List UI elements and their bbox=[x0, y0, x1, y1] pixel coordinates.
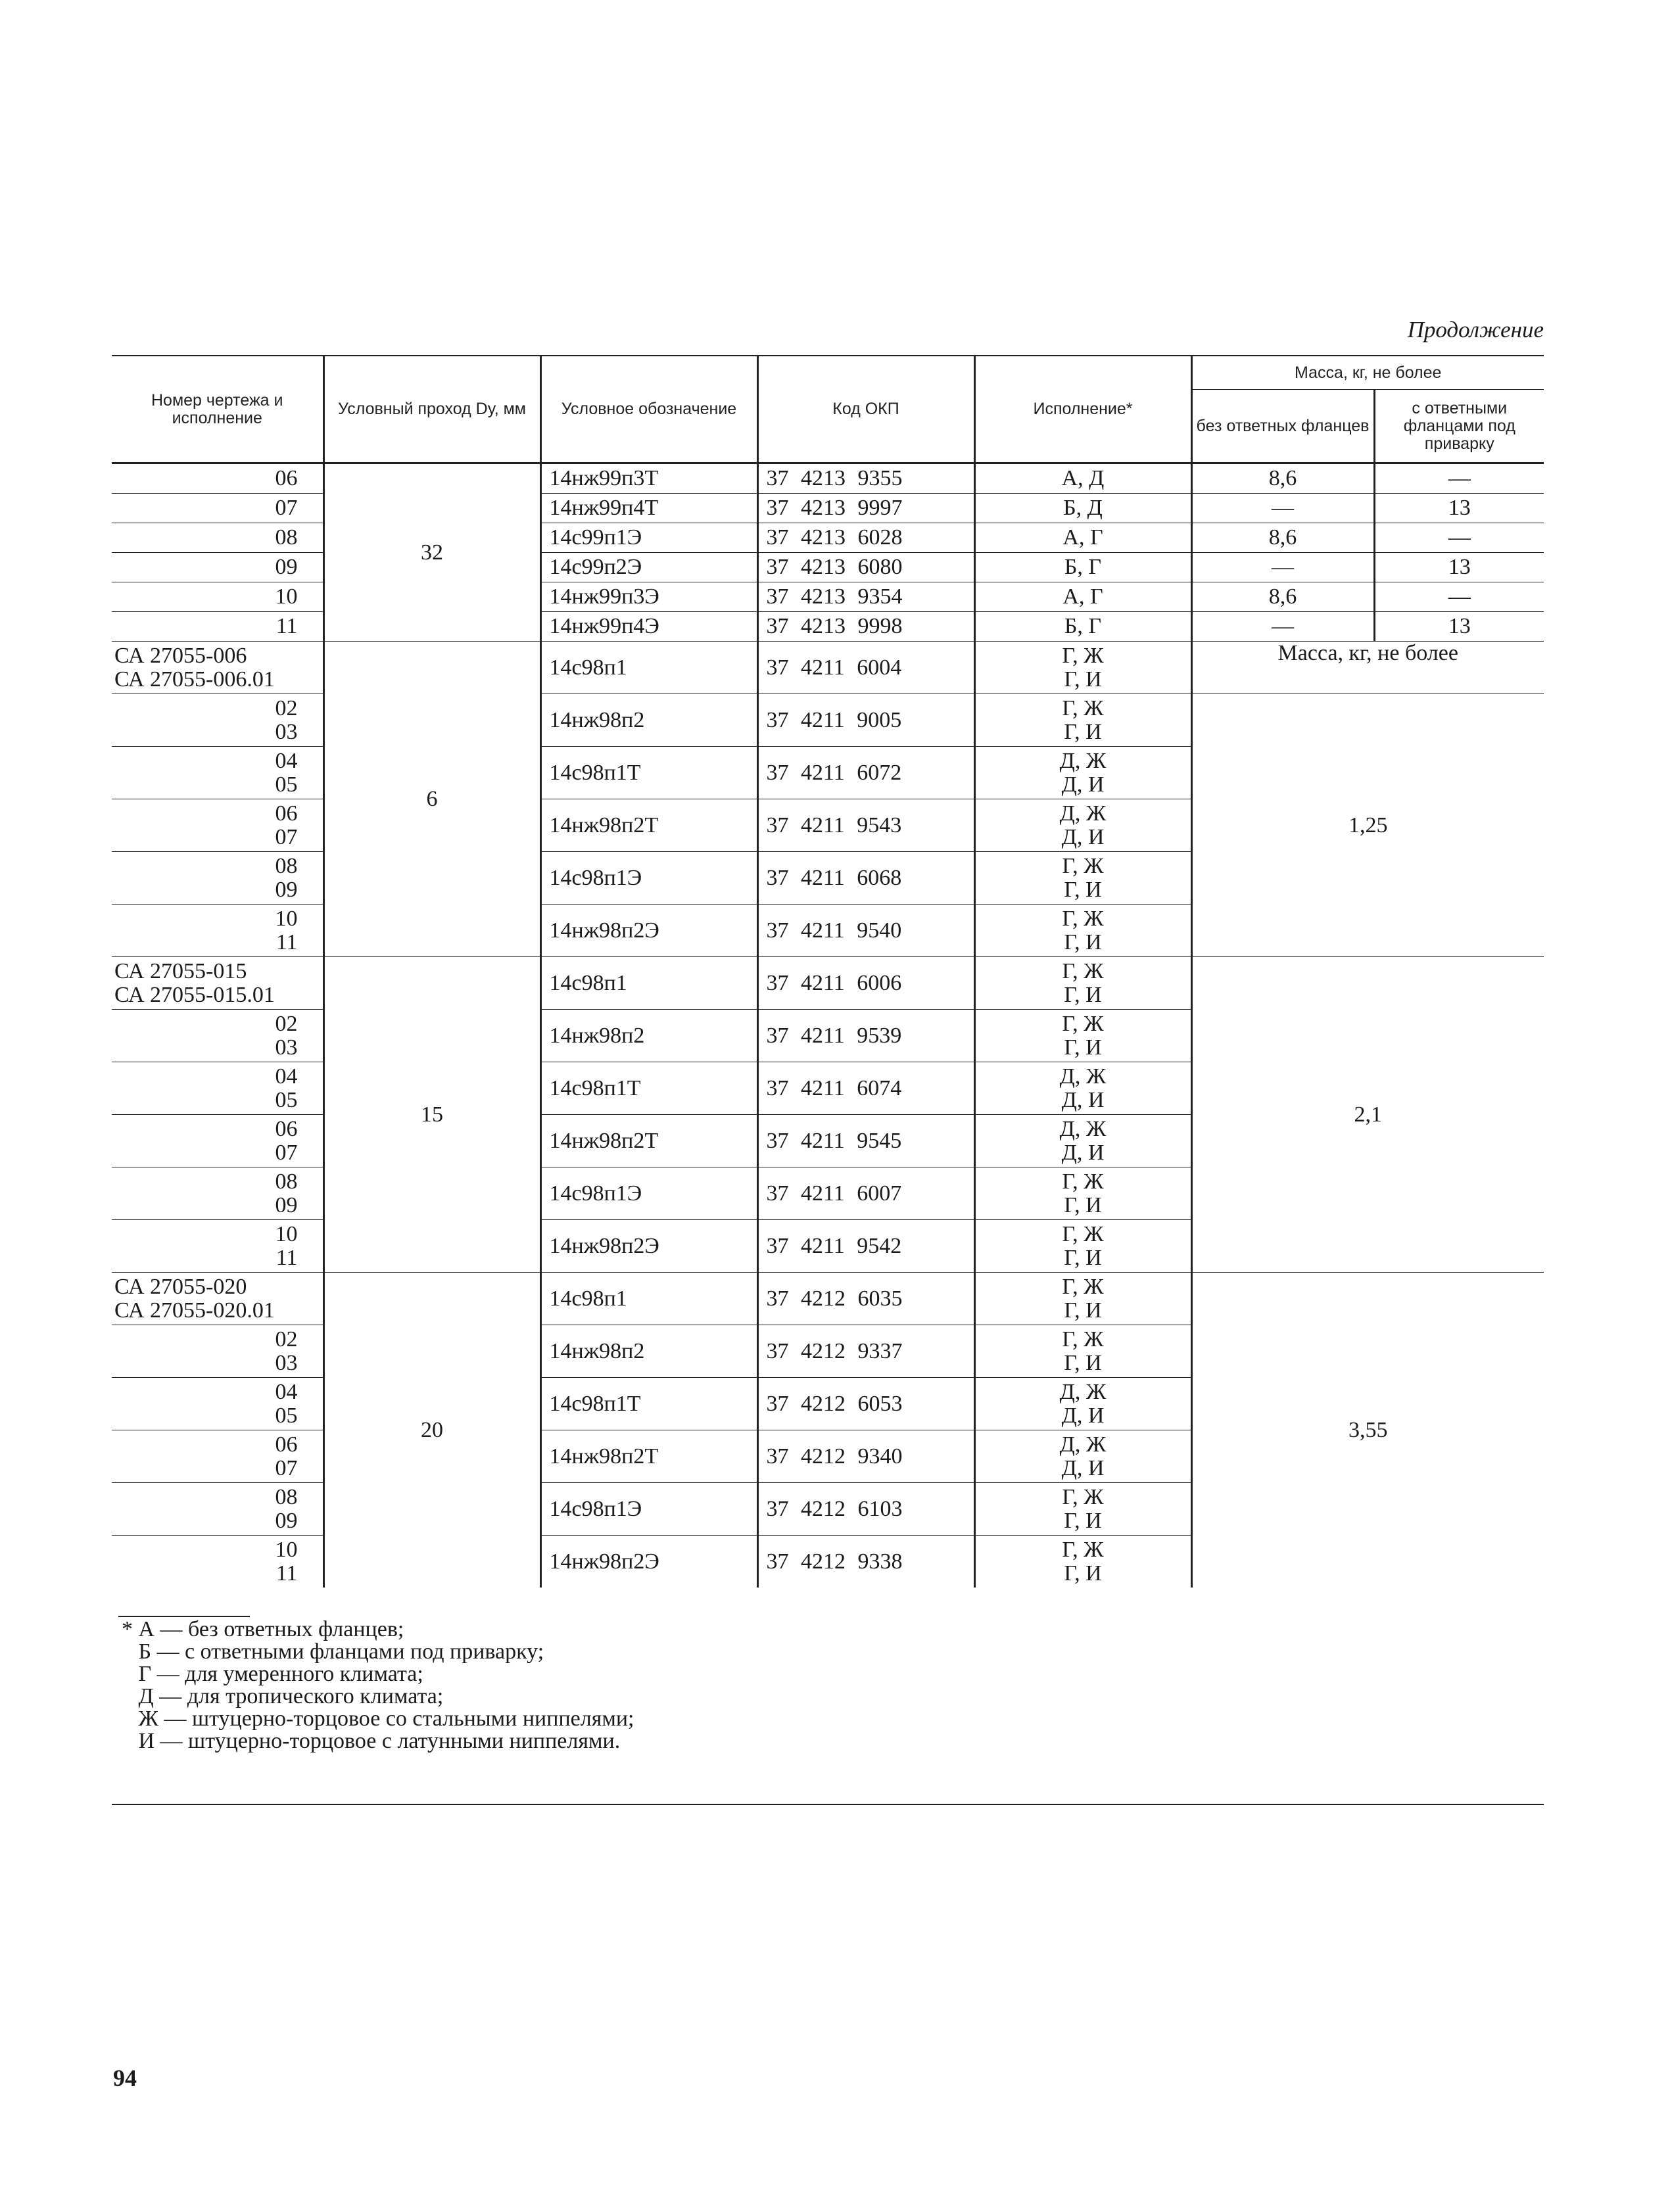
footnotes bbox=[122, 1618, 634, 1753]
okp-code: 37 4211 9542 bbox=[757, 1220, 974, 1273]
drawing-number: 04 05 bbox=[112, 1062, 323, 1115]
drawing-number: 04 05 bbox=[112, 1378, 323, 1430]
specification-table bbox=[112, 355, 1544, 1588]
execution: А, Д bbox=[974, 463, 1191, 494]
footnote-line: Г — для умеренного климата; bbox=[122, 1662, 423, 1686]
footnote-line: Д — для тропического климата; bbox=[122, 1684, 444, 1708]
execution: Д, Ж Д, И bbox=[974, 1062, 1191, 1115]
page-number: 94 bbox=[113, 2065, 137, 2091]
execution: Б, Г bbox=[974, 612, 1191, 642]
header-mass: Масса, кг, не более bbox=[1191, 356, 1544, 390]
okp-code: 37 4213 9354 bbox=[757, 582, 974, 612]
okp-code: 37 4212 9338 bbox=[757, 1536, 974, 1588]
header-drawing: Номер чертежа и исполнение bbox=[112, 356, 323, 463]
execution: Д, Ж Д, И bbox=[974, 1115, 1191, 1167]
footnote-line: И — штуцерно-торцовое с латунными ниппелями. bbox=[122, 1729, 621, 1753]
designation: 14с98п1Э bbox=[540, 1167, 757, 1220]
mass-without-flanges: — bbox=[1191, 612, 1374, 642]
bottom-rule bbox=[112, 1804, 1544, 1805]
drawing-number: 10 11 bbox=[112, 1220, 323, 1273]
designation: 14нж98п2 bbox=[540, 1325, 757, 1378]
designation: 14с98п1Т bbox=[540, 1062, 757, 1115]
drawing-number: 08 09 bbox=[112, 1167, 323, 1220]
okp-code: 37 4211 9005 bbox=[757, 694, 974, 747]
execution: Г, Ж Г, И bbox=[974, 1483, 1191, 1536]
drawing-number: СА 27055-015 СА 27055-015.01 bbox=[112, 957, 323, 1010]
execution: Д, Ж Д, И bbox=[974, 1430, 1191, 1483]
drawing-number: 06 bbox=[112, 463, 323, 494]
drawing-number: 08 09 bbox=[112, 852, 323, 905]
mass-with-flanges: — bbox=[1374, 463, 1544, 494]
mass-with-flanges: 13 bbox=[1374, 494, 1544, 523]
execution: Г, Ж Г, И bbox=[974, 642, 1191, 694]
mass-without-flanges: — bbox=[1191, 494, 1374, 523]
nominal-diameter: 15 bbox=[323, 957, 540, 1273]
designation: 14с99п2Э bbox=[540, 553, 757, 582]
nominal-diameter: 6 bbox=[323, 642, 540, 957]
execution: Б, Д bbox=[974, 494, 1191, 523]
designation: 14с98п1 bbox=[540, 642, 757, 694]
drawing-number: 06 07 bbox=[112, 1430, 323, 1483]
okp-code: 37 4211 9545 bbox=[757, 1115, 974, 1167]
okp-code: 37 4213 9355 bbox=[757, 463, 974, 494]
okp-code: 37 4212 9337 bbox=[757, 1325, 974, 1378]
designation: 14нж98п2Э bbox=[540, 1536, 757, 1588]
drawing-number: 10 11 bbox=[275, 1537, 298, 1586]
nominal-diameter: 20 bbox=[323, 1273, 540, 1588]
okp-code: 37 4211 6006 bbox=[757, 957, 974, 1010]
mass-value: 3,55 bbox=[1191, 1273, 1544, 1588]
okp-code: 37 4211 9540 bbox=[757, 905, 974, 957]
okp-code: 37 4211 9543 bbox=[757, 799, 974, 852]
execution: Г, Ж Г, И bbox=[974, 694, 1191, 747]
execution: Г, Ж Г, И bbox=[974, 1536, 1191, 1588]
mass-with-flanges: 13 bbox=[1374, 553, 1544, 582]
designation: 14нж99п3Э bbox=[540, 582, 757, 612]
mass-subheader: Масса, кг, не более bbox=[1191, 642, 1544, 694]
mass-with-flanges: 13 bbox=[1374, 612, 1544, 642]
execution: А, Г bbox=[974, 523, 1191, 553]
designation: 14с98п1Т bbox=[540, 1378, 757, 1430]
designation: 14с99п1Э bbox=[540, 523, 757, 553]
okp-code: 37 4211 6072 bbox=[757, 747, 974, 799]
mass-without-flanges: 8,6 bbox=[1191, 582, 1374, 612]
mass-without-flanges: 8,6 bbox=[1191, 523, 1374, 553]
execution: А, Г bbox=[974, 582, 1191, 612]
mass-without-flanges: — bbox=[1191, 553, 1374, 582]
mass-value: 2,1 bbox=[1191, 957, 1544, 1273]
okp-code: 37 4211 9539 bbox=[757, 1010, 974, 1062]
drawing-number: 10 bbox=[112, 582, 323, 612]
header-okp: Код ОКП bbox=[757, 356, 974, 463]
execution: Д, Ж Д, И bbox=[974, 799, 1191, 852]
drawing-number: СА 27055-006 СА 27055-006.01 bbox=[112, 642, 323, 694]
execution: Г, Ж Г, И bbox=[974, 1010, 1191, 1062]
drawing-number: 04 05 bbox=[112, 747, 323, 799]
mass-with-flanges: — bbox=[1374, 523, 1544, 553]
execution: Г, Ж Г, И bbox=[974, 852, 1191, 905]
okp-code: 37 4212 9340 bbox=[757, 1430, 974, 1483]
okp-code: 37 4213 9998 bbox=[757, 612, 974, 642]
okp-code: 37 4213 9997 bbox=[757, 494, 974, 523]
designation: 14нж98п2Т bbox=[540, 1430, 757, 1483]
designation: 14нж98п2Э bbox=[540, 1220, 757, 1273]
drawing-number: 06 07 bbox=[112, 1115, 323, 1167]
execution: Г, Ж Г, И bbox=[974, 1220, 1191, 1273]
drawing-number: 09 bbox=[112, 553, 323, 582]
designation: 14с98п1Э bbox=[540, 852, 757, 905]
designation: 14с98п1 bbox=[540, 957, 757, 1010]
drawing-number: 07 bbox=[112, 494, 323, 523]
header-dn: Условный проход Dу, мм bbox=[323, 356, 540, 463]
header-designation: Условное обозначение bbox=[540, 356, 757, 463]
designation: 14с98п1Т bbox=[540, 747, 757, 799]
continuation-label: Продолжение bbox=[1407, 317, 1544, 342]
designation: 14нж98п2Э bbox=[540, 905, 757, 957]
footnote-line: Ж — штуцерно-торцовое со стальными ниппелями; bbox=[122, 1706, 634, 1731]
execution: Д, Ж Д, И bbox=[974, 747, 1191, 799]
designation: 14с98п1Э bbox=[540, 1483, 757, 1536]
header-execution: Исполнение* bbox=[974, 356, 1191, 463]
drawing-number: 02 03 bbox=[112, 1325, 323, 1378]
okp-code: 37 4213 6028 bbox=[757, 523, 974, 553]
okp-code: 37 4213 6080 bbox=[757, 553, 974, 582]
execution: Г, Ж Г, И bbox=[974, 1325, 1191, 1378]
designation: 14нж98п2 bbox=[540, 694, 757, 747]
drawing-number: 11 bbox=[112, 612, 323, 642]
header-mass-without: без ответных фланцев bbox=[1191, 390, 1374, 463]
footnote-line: Б — с ответными фланцами под приварку; bbox=[122, 1639, 544, 1664]
drawing-number: 08 09 bbox=[112, 1483, 323, 1536]
mass-without-flanges: 8,6 bbox=[1191, 463, 1374, 494]
designation: 14нж99п3Т bbox=[540, 463, 757, 494]
execution: Г, Ж Г, И bbox=[974, 957, 1191, 1010]
nominal-diameter: 32 bbox=[323, 463, 540, 642]
execution: Г, Ж Г, И bbox=[974, 905, 1191, 957]
footnote-line: * А — без ответных фланцев; bbox=[122, 1617, 404, 1641]
okp-code: 37 4211 6007 bbox=[757, 1167, 974, 1220]
mass-with-flanges: — bbox=[1374, 582, 1544, 612]
execution: Д, Ж Д, И bbox=[974, 1378, 1191, 1430]
okp-code: 37 4212 6103 bbox=[757, 1483, 974, 1536]
drawing-number: 02 03 bbox=[112, 694, 323, 747]
designation: 14нж98п2Т bbox=[540, 799, 757, 852]
designation: 14нж98п2Т bbox=[540, 1115, 757, 1167]
designation: 14нж99п4Т bbox=[540, 494, 757, 523]
designation: 14с98п1 bbox=[540, 1273, 757, 1325]
drawing-number: 06 07 bbox=[112, 799, 323, 852]
mass-value: 1,25 bbox=[1191, 694, 1544, 957]
okp-code: 37 4211 6074 bbox=[757, 1062, 974, 1115]
designation: 14нж99п4Э bbox=[540, 612, 757, 642]
designation: 14нж98п2 bbox=[540, 1010, 757, 1062]
drawing-number: 10 11 bbox=[112, 905, 323, 957]
header-mass-with: с ответными фланцами под приварку bbox=[1374, 390, 1544, 463]
drawing-number: 02 03 bbox=[112, 1010, 323, 1062]
drawing-number: 08 bbox=[112, 523, 323, 553]
execution: Г, Ж Г, И bbox=[974, 1167, 1191, 1220]
execution: Б, Г bbox=[974, 553, 1191, 582]
okp-code: 37 4212 6035 bbox=[757, 1273, 974, 1325]
drawing-number: СА 27055-020 СА 27055-020.01 bbox=[112, 1273, 323, 1325]
execution: Г, Ж Г, И bbox=[974, 1273, 1191, 1325]
okp-code: 37 4211 6004 bbox=[757, 642, 974, 694]
okp-code: 37 4212 6053 bbox=[757, 1378, 974, 1430]
okp-code: 37 4211 6068 bbox=[757, 852, 974, 905]
